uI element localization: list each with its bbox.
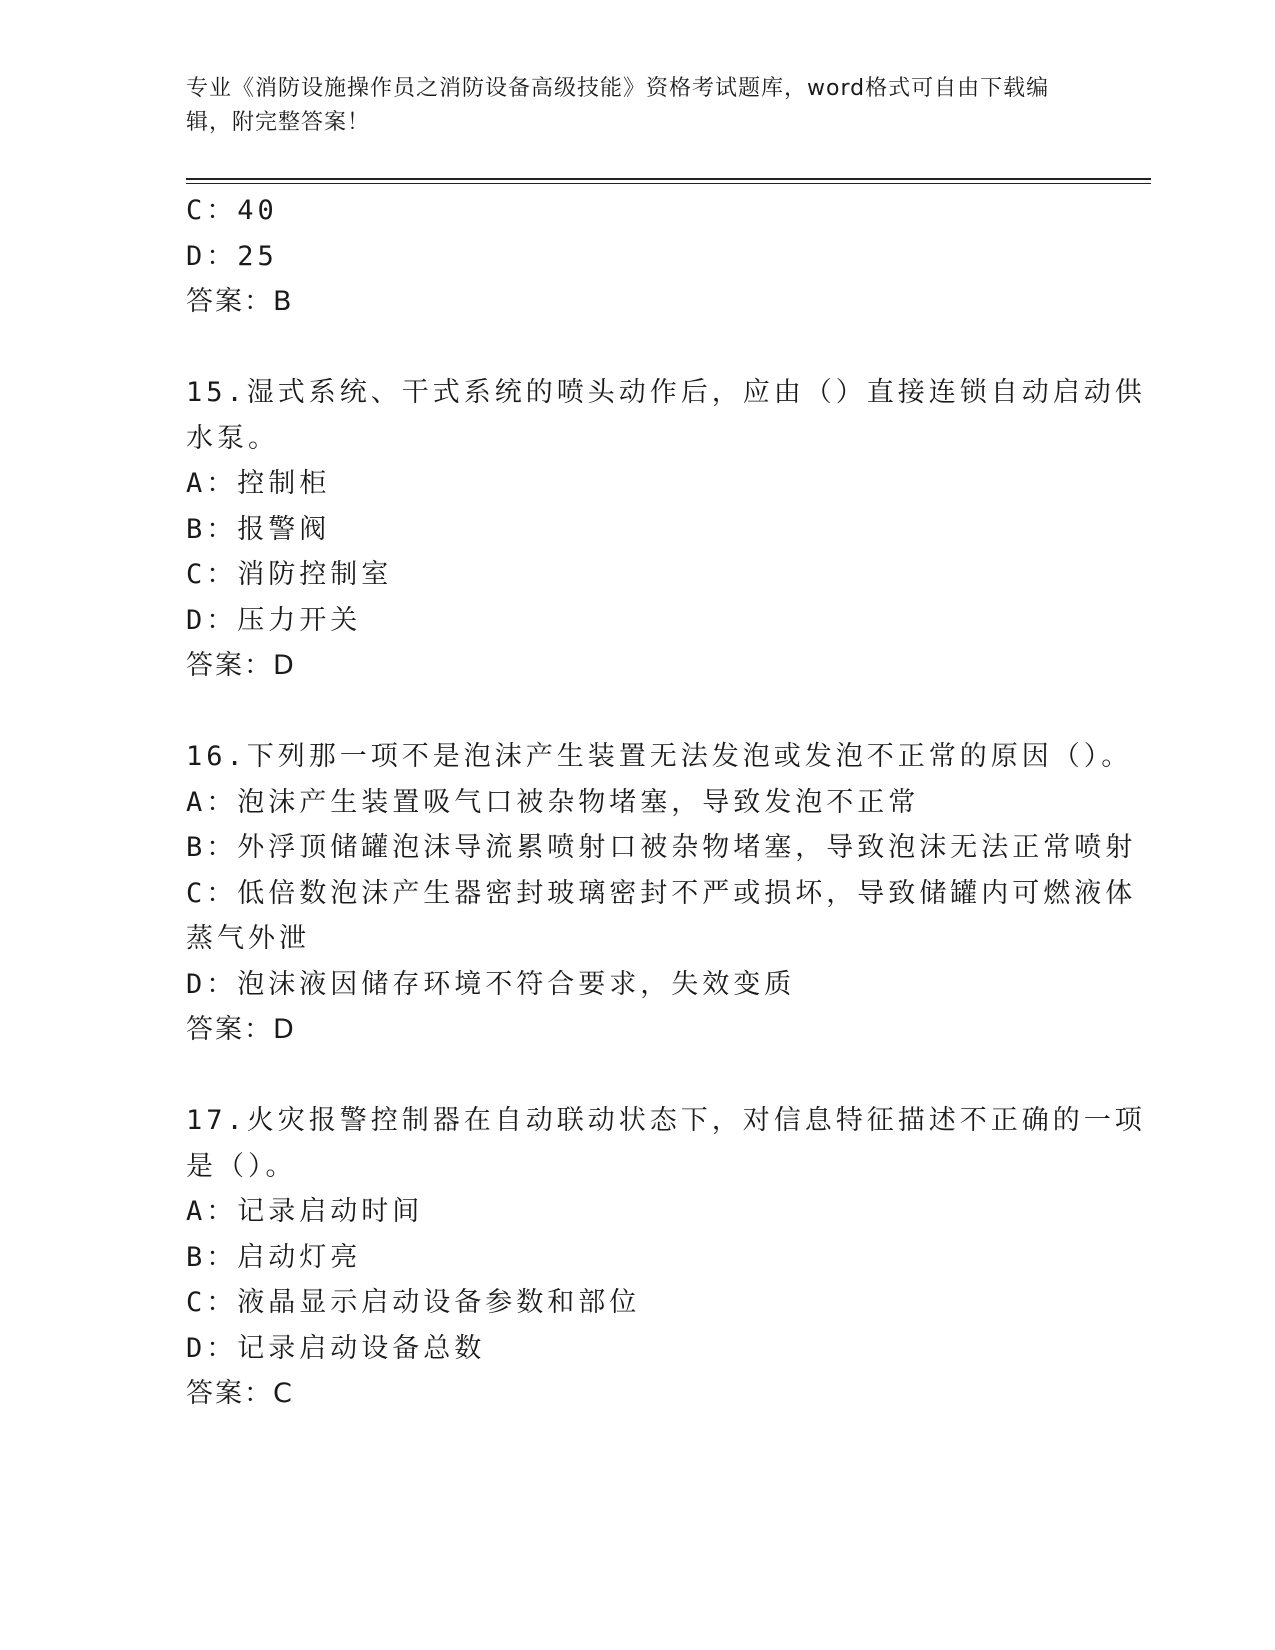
question-stem-cont: 水泵。 [186,422,279,454]
previous-question-tail [186,188,1086,325]
option-a: A：控制柜 [186,468,331,499]
option-d: D：25 [186,240,278,272]
header-rule-thin [186,183,1151,184]
question-15 [186,370,1146,689]
question-stem: 15.湿式系统、干式系统的喷头动作后，应由（）直接连锁自动启动供 [186,377,1146,408]
option-c-cont: 蒸气外泄 [186,923,310,954]
answer-line: 答案：D [186,650,296,681]
question-16 [186,734,1137,1053]
question-stem: 17.火灾报警控制器在自动联动状态下，对信息特征描述不正确的一项 [186,1105,1146,1136]
option-b: B：启动灯亮 [186,1241,362,1273]
option-c: C：40 [186,195,278,226]
option-b: B：外浮顶储罐泡沫导流累喷射口被杂物堵塞，导致泡沫无法正常喷射 [186,832,1137,863]
answer-line: 答案：C [186,1378,294,1409]
header-rule-thick [186,178,1151,180]
question-stem-cont: 是（）。 [186,1150,297,1182]
option-c: C：液晶显示启动设备参数和部位 [186,1287,641,1318]
option-b: B：报警阀 [186,513,331,545]
document-header: 专业《消防设施操作员之消防设备高级技能》资格考试题库，word格式可自由下载编辑，附完整答案！ [186,76,1050,135]
option-d: D：记录启动设备总数 [186,1332,486,1364]
answer-line: 答案：B [186,286,294,317]
question-17 [186,1098,1146,1417]
option-d: D：压力开关 [186,604,362,636]
option-a: A：记录启动时间 [186,1196,424,1227]
answer-line: 答案：D [186,1014,296,1045]
option-d: D：泡沫液因储存环境不符合要求，失效变质 [186,968,796,1000]
question-stem: 16.下列那一项不是泡沫产生装置无法发泡或发泡不正常的原因（）。 [186,741,1133,772]
option-c: C：低倍数泡沫产生器密封玻璃密封不严或损坏，导致储罐内可燃液体 [186,877,1137,909]
option-c: C：消防控制室 [186,559,393,590]
question-content [186,188,1146,1417]
option-a: A：泡沫产生装置吸气口被杂物堵塞，导致发泡不正常 [186,786,920,818]
